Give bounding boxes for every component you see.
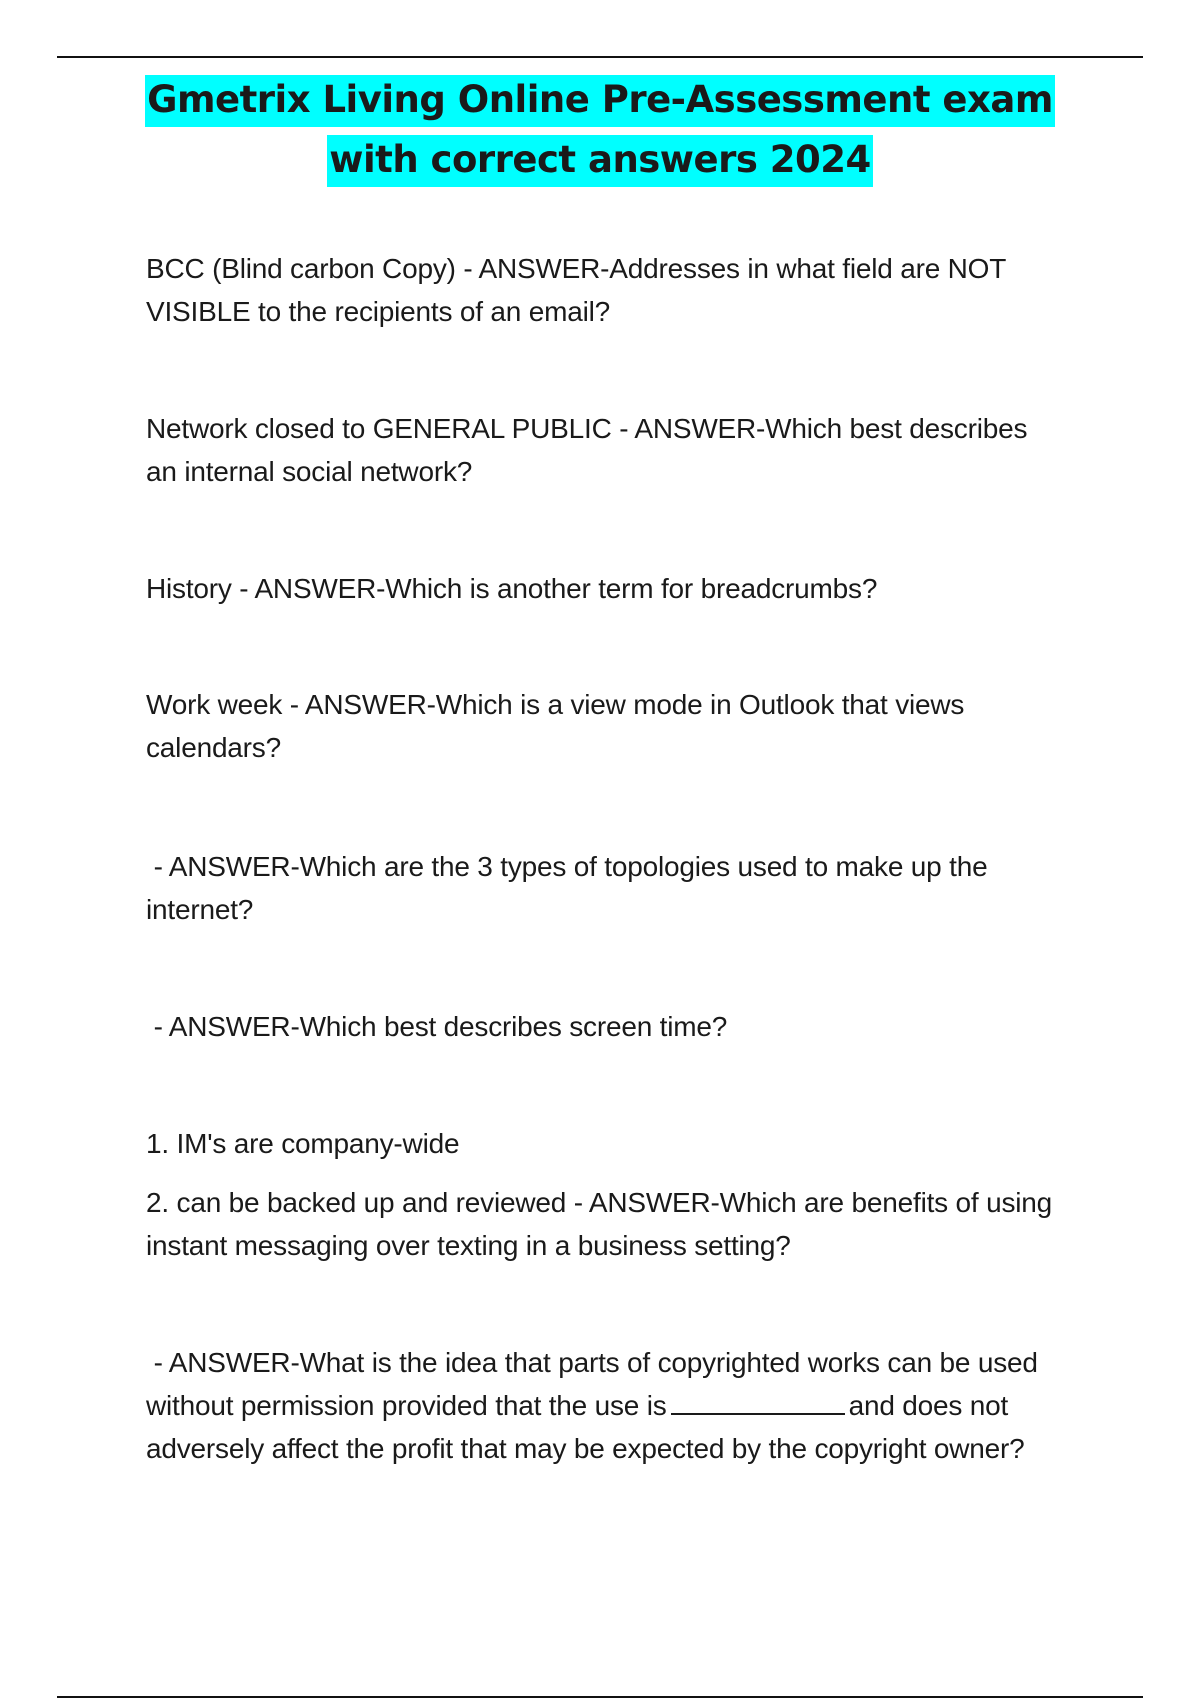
qa-item-instant-messaging [146,1122,1056,1267]
qa-item-screen-time: - ANSWER-Which best describes screen time? [146,1011,728,1042]
fill-in-blank [671,1389,845,1415]
bottom-rule [57,1696,1143,1698]
qa-item-im-line-2: 2. can be backed up and reviewed - ANSWER-Which are benefits of using instant messaging over texting in a business setting? [146,1187,1053,1261]
document-title [0,70,1200,190]
fair-use-text-after: and does not adversely affect the profit that may be expected by the copyright owner? [146,1390,1025,1464]
qa-item-breadcrumbs: History - ANSWER-Which is another term for breadcrumbs? [146,573,878,604]
title-line-1: Gmetrix Living Online Pre-Assessment exam [145,75,1055,127]
title-line-2: with correct answers 2024 [327,135,872,187]
qa-item-topologies: - ANSWER-Which are the 3 types of topologies used to make up the internet? [146,851,996,925]
top-rule [57,56,1143,58]
fair-use-text-before: - ANSWER-What is the idea that parts of copyrighted works can be used without permission provided that the use is [146,1347,1046,1421]
qa-item-internal-social-network: Network closed to GENERAL PUBLIC - ANSWER-Which best describes an internal social network? [146,413,1028,487]
qa-item-outlook-view: Work week - ANSWER-Which is a view mode in Outlook that views calendars? [146,689,965,763]
qa-item-fair-use [146,1341,1056,1470]
qa-item-im-line-1: 1. IM's are company-wide [146,1128,460,1159]
qa-item-bcc: BCC (Blind carbon Copy) - ANSWER-Addresses in what field are NOT VISIBLE to the recipients of an email? [146,253,1006,327]
